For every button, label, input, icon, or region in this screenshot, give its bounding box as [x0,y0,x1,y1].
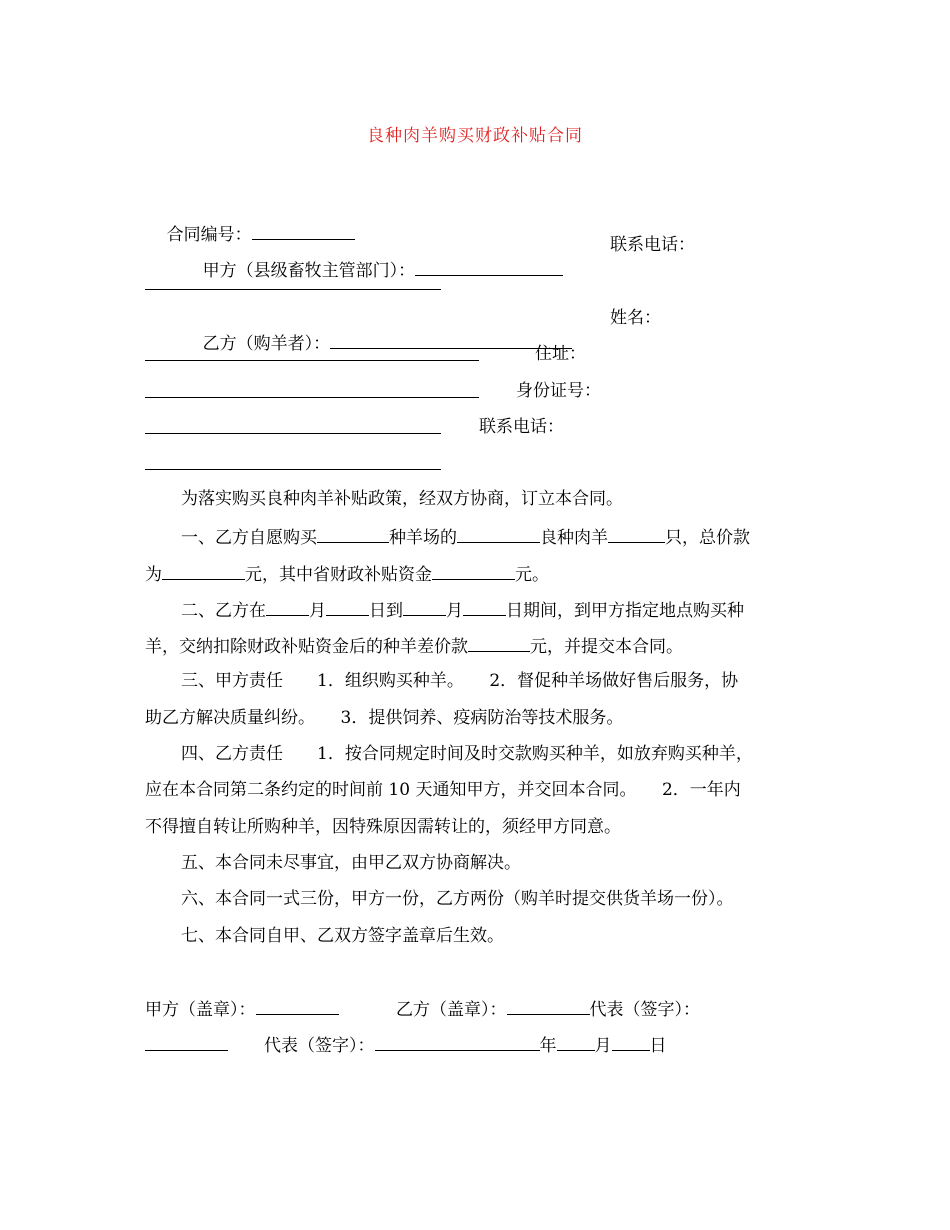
clause-2-line-1 [181,597,744,623]
day-label: 日 [649,1036,667,1056]
name-blank[interactable] [145,360,479,361]
clause-2-text-a: 二、乙方在 [181,601,266,621]
breed-blank[interactable] [457,524,540,543]
clause-1-text-a: 一、乙方自愿购买 [181,528,317,548]
clause-4-line-3: 不得擅自转让所购种羊，因特殊原因需转让的，须经甲方同意。 [145,817,621,837]
clause-4-line-2: 应在本合同第二条约定的时间前 10 天通知甲方，并交回本合同。 2．一年内 [145,780,741,800]
clause-2-text-e: 日期间，到甲方指定地点购买种 [506,601,744,621]
party-a-phone-blank[interactable] [145,289,441,290]
party-b-label: 乙方（购羊者）： [202,334,331,354]
id-number-label: 身份证号： [516,381,601,401]
clause-1-text-d: 只，总价款 [665,528,750,548]
clause-2-text-g: 元，并提交本合同。 [530,637,683,657]
clause-4-line-1: 四、乙方责任 1．按合同规定时间及时交款购买种羊，如放弃购买种羊， [181,744,753,764]
clause-2-text-c: 日到 [369,601,403,621]
name-label: 姓名： [610,308,661,328]
party-b-line [181,306,572,380]
clause-1-text-g: 元。 [515,565,549,585]
clause-1-text-b: 种羊场的 [389,528,457,548]
signature-line-2 [145,1032,228,1058]
clause-7: 七、本合同自甲、乙双方签字盖章后生效。 [181,926,504,946]
party-a-rep-label: 代表（签字）： [589,1000,700,1020]
party-b-phone-blank[interactable] [145,469,441,470]
document-title: 良种肉羊购买财政补贴合同 [367,126,583,146]
party-a-rep-blank[interactable] [145,1032,228,1051]
clause-1-text-c: 良种肉羊 [540,528,608,548]
contract-number-label: 合同编号： [166,225,252,245]
end-month-blank[interactable] [403,597,446,616]
start-day-blank[interactable] [326,597,369,616]
clause-1-line-1 [181,524,750,550]
clause-5: 五、本合同未尽事宜，由甲乙双方协商解决。 [181,853,521,873]
clause-3-line-2: 助乙方解决质量纠纷。 3．提供饲养、疫病防治等技术服务。 [145,708,624,728]
party-b-seal-line [396,996,700,1022]
clause-2-line-2 [145,633,683,659]
clause-6: 六、本合同一式三份，甲方一份，乙方两份（购羊时提交供货羊场一份）。 [181,889,734,909]
party-a-label: 甲方（县级畜牧主管部门）： [202,261,416,281]
clause-3-line-1: 三、甲方责任 1．组织购买种羊。 2．督促种羊场做好售后服务，协 [181,671,739,691]
start-month-blank[interactable] [266,597,309,616]
intro-paragraph: 为落实购买良种肉羊补贴政策，经双方协商，订立本合同。 [181,489,623,509]
party-b-seal-label: 乙方（盖章）： [396,1000,507,1020]
head-count-blank[interactable] [608,524,665,543]
clause-1-line-2 [145,561,549,587]
party-b-phone-label: 联系电话： [479,417,564,437]
clause-2-text-f: 羊，交纳扣除财政补贴资金后的种羊差价款 [145,637,468,657]
party-a-seal-label: 甲方（盖章）： [145,1000,256,1020]
address-blank[interactable] [145,397,479,398]
total-price-blank[interactable] [162,561,245,580]
party-b-seal-blank[interactable] [507,996,590,1015]
subsidy-blank[interactable] [432,561,515,580]
party-a-blank[interactable] [415,257,563,276]
party-a-line [181,233,563,307]
day-blank[interactable] [612,1032,650,1051]
party-a-seal-line [145,996,339,1022]
year-label: 年 [539,1036,557,1056]
party-a-seal-blank[interactable] [256,996,339,1015]
month-label: 月 [594,1036,612,1056]
party-a-phone-label: 联系电话： [610,235,695,255]
end-day-blank[interactable] [463,597,506,616]
party-b-rep-line [264,1032,667,1058]
month-blank[interactable] [557,1032,595,1051]
clause-2-text-b: 月 [309,601,326,621]
address-label: 住址： [535,344,586,364]
seed-farm-blank[interactable] [317,524,389,543]
party-b-rep-label: 代表（签字）： [264,1036,375,1056]
clause-2-text-d: 月 [446,601,463,621]
price-difference-blank[interactable] [468,633,530,652]
id-number-blank[interactable] [145,433,441,434]
clause-1-text-f: 元，其中省财政补贴资金 [245,565,432,585]
party-b-rep-blank[interactable] [375,1032,540,1051]
clause-1-text-e: 为 [145,565,162,585]
